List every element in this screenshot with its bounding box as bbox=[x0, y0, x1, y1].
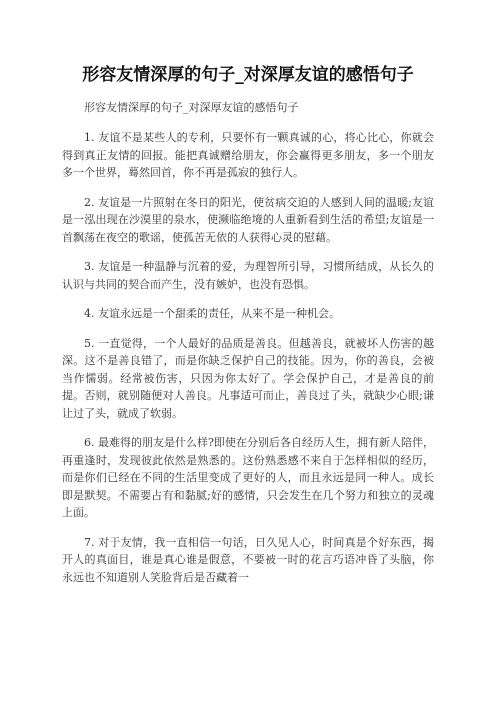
document-subtitle: 形容友情深厚的句子_对深厚友谊的感悟句子 bbox=[84, 101, 299, 114]
document-title: 形容友情深厚的句子_对深厚友谊的感悟句子 bbox=[82, 65, 414, 85]
paragraph-6: 6. 最难得的朋友是什么样?即使在分别后各自经历人生，拥有新人陪伴，再重逢时，发现彼此依然是熟悉的。这份熟悉感不来自于怎样相似的经历，而是你们已经在不同的生活里变成了更好的人，而且永远是同一种人。成长即是默契。不需要占有和黏腻;好的感情，只会发生在几个努力和独立的灵魂上面。 bbox=[62, 436, 434, 519]
paragraph-7: 7. 对于友情，我一直相信一句话，日久见人心，时间真是个好东西，揭开人的真面目，谁是真心谁是假意，不要被一时的花言巧语冲昏了头脑，你永远也不知道别人笑脸背后是否藏着一 bbox=[62, 535, 434, 584]
paragraph-4: 4. 友谊永远是一个甜柔的责任，从来不是一种机会。 bbox=[84, 307, 340, 320]
paragraph-5: 5. 一直觉得，一个人最好的品质是善良。但越善良，就被坏人伤害的越深。这不是善良错了，而是你缺乏保护自己的技能。因为，你的善良，会被当作懦弱。经常被伤害，只因为你太好了。学会保护自己，才是善良的前提。否则，就别随便对人善良。凡事适可而止，善良过了头，就缺少心眼;谦让过了头，就成了软弱。 bbox=[62, 336, 434, 420]
paragraph-2: 2. 友谊是一片照射在冬日的阳光，使贫病交迫的人感到人间的温暖;友谊是一泓出现在沙漠里的泉水，使濒临绝境的人重新看到生活的希望;友谊是一首飘荡在夜空的歌谣，使孤苦无依的人获得心灵的慰藉。 bbox=[62, 195, 434, 244]
paragraph-1: 1. 友谊不是某些人的专利，只要怀有一颗真诚的心，将心比心，你就会得到真正友情的回报。能把真诚赠给朋友，你会赢得更多朋友，多一个朋友多一个世界，蓦然回首，你不再是孤寂的独行人。 bbox=[62, 131, 434, 179]
paragraph-3: 3. 友谊是一种温静与沉着的爱，为理智所引导，习惯所结成，从长久的认识与共同的契合而产生，没有嫉妒，也没有恐惧。 bbox=[62, 260, 434, 291]
